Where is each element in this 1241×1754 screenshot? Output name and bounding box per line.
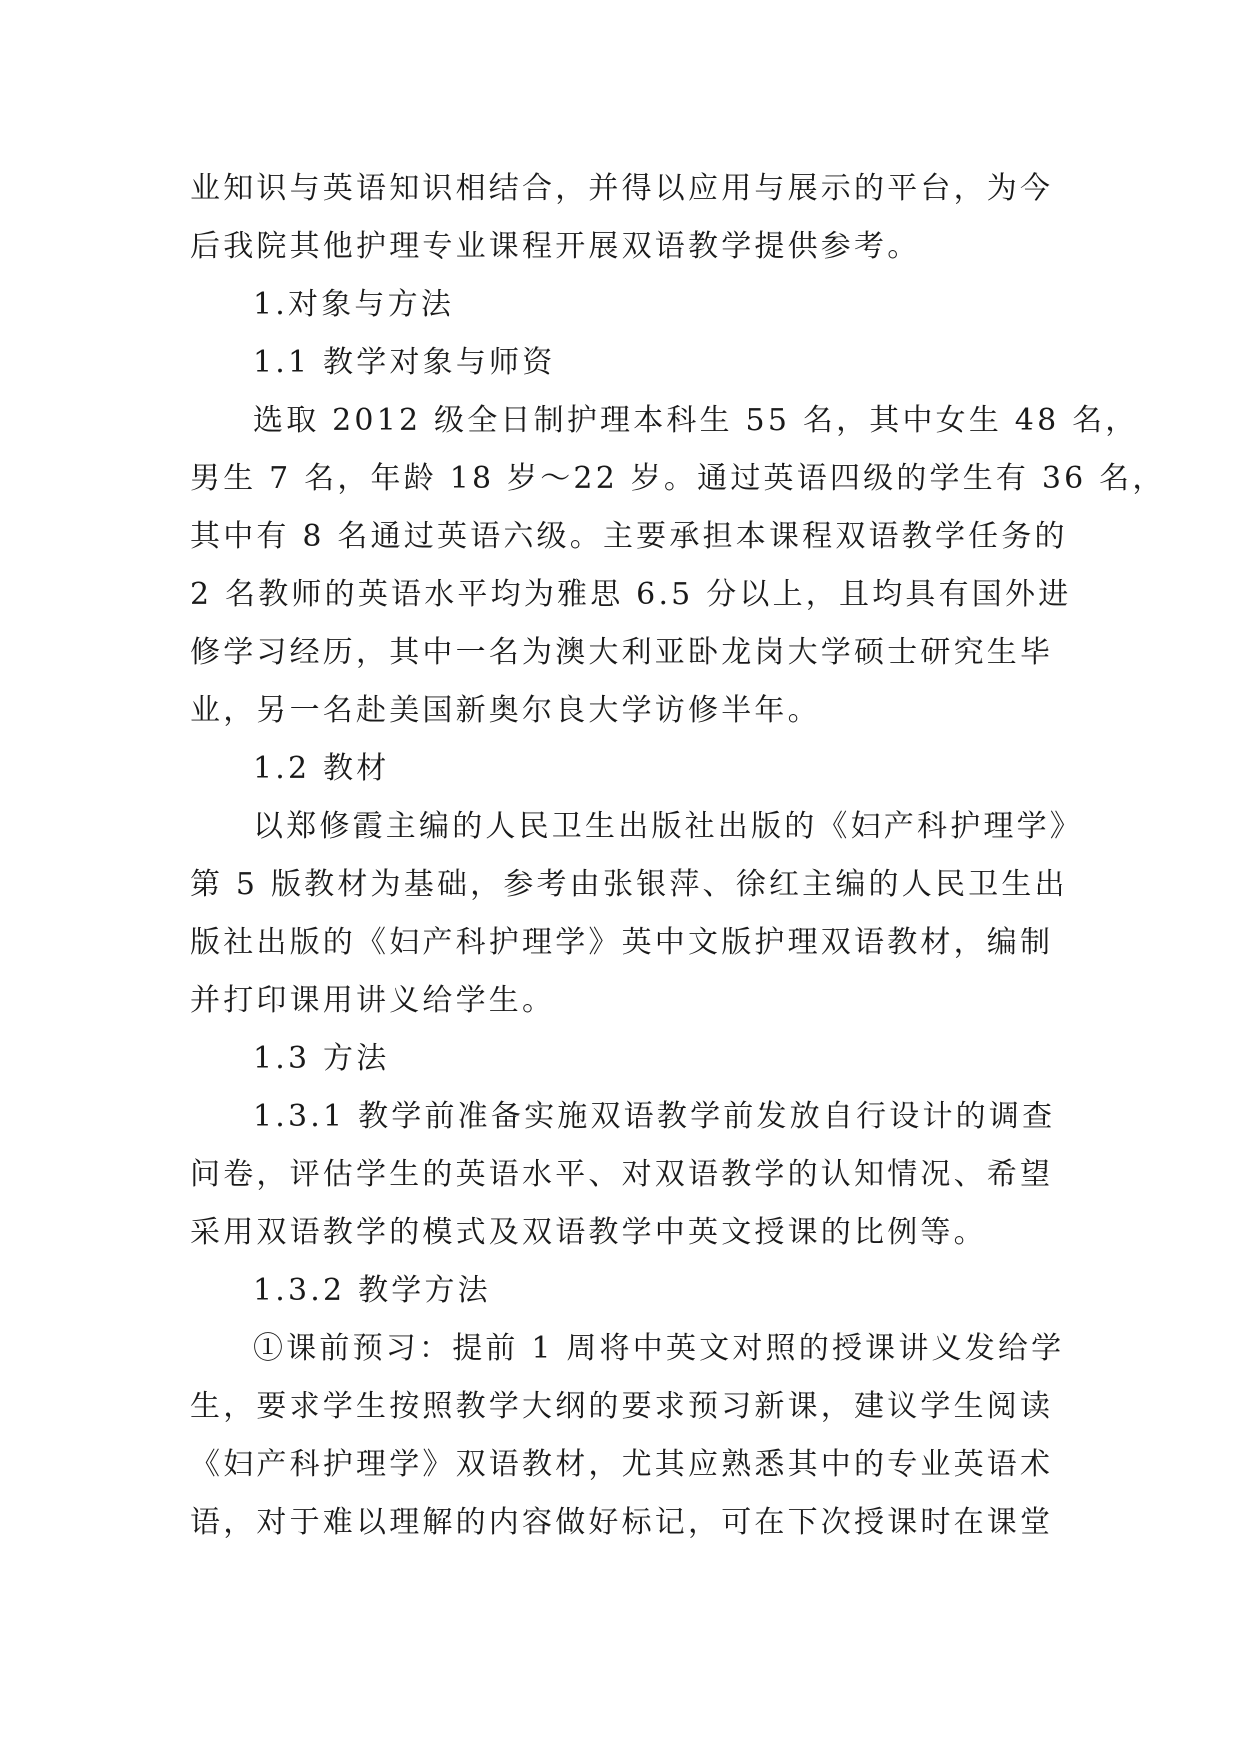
text-line: 1.3 方法	[253, 1041, 390, 1076]
body-text	[190, 160, 1166, 1552]
text-line: 业知识与英语知识相结合，并得以应用与展示的平台，为今	[190, 171, 1054, 206]
text-line: 1.3.1 教学前准备实施双语教学前发放自行设计的调查	[253, 1099, 1056, 1134]
text-line: 2 名教师的英语水平均为雅思 6.5 分以上，且均具有国外进	[190, 577, 1072, 612]
text-line: 版社出版的《妇产科护理学》英中文版护理双语教材，编制	[190, 925, 1054, 960]
text-line: 1.对象与方法	[253, 287, 455, 322]
text-line: 1.2 教材	[253, 751, 390, 786]
text-line: 并打印课用讲义给学生。	[190, 983, 556, 1018]
text-line: 生，要求学生按照教学大纲的要求预习新课，建议学生阅读	[190, 1389, 1054, 1424]
text-line: 后我院其他护理专业课程开展双语教学提供参考。	[190, 229, 921, 264]
text-line: 修学习经历，其中一名为澳大利亚卧龙岗大学硕士研究生毕	[190, 635, 1054, 670]
text-line: 以郑修霞主编的人民卫生出版社出版的《妇产科护理学》	[253, 809, 1083, 844]
text-line: 业，另一名赴美国新奥尔良大学访修半年。	[190, 693, 821, 728]
text-line: ①课前预习：提前 1 周将中英文对照的授课讲义发给学	[253, 1331, 1065, 1366]
text-line: 语，对于难以理解的内容做好标记，可在下次授课时在课堂	[190, 1505, 1054, 1540]
text-line: 《妇产科护理学》双语教材，尤其应熟悉其中的专业英语术	[190, 1447, 1054, 1482]
text-line: 1.1 教学对象与师资	[253, 345, 556, 380]
text-line: 1.3.2 教学方法	[253, 1273, 491, 1308]
text-line: 采用双语教学的模式及双语教学中英文授课的比例等。	[190, 1215, 987, 1250]
text-line: 第 5 版教材为基础，参考由张银萍、徐红主编的人民卫生出	[190, 867, 1068, 902]
text-line: 问卷，评估学生的英语水平、对双语教学的认知情况、希望	[190, 1157, 1054, 1192]
text-line: 其中有 8 名通过英语六级。主要承担本课程双语教学任务的	[190, 519, 1068, 554]
text-line: 男生 7 名，年龄 18 岁～22 岁。通过英语四级的学生有 36 名，	[190, 461, 1166, 496]
text-line: 选取 2012 级全日制护理本科生 55 名，其中女生 48 名，	[253, 403, 1139, 438]
